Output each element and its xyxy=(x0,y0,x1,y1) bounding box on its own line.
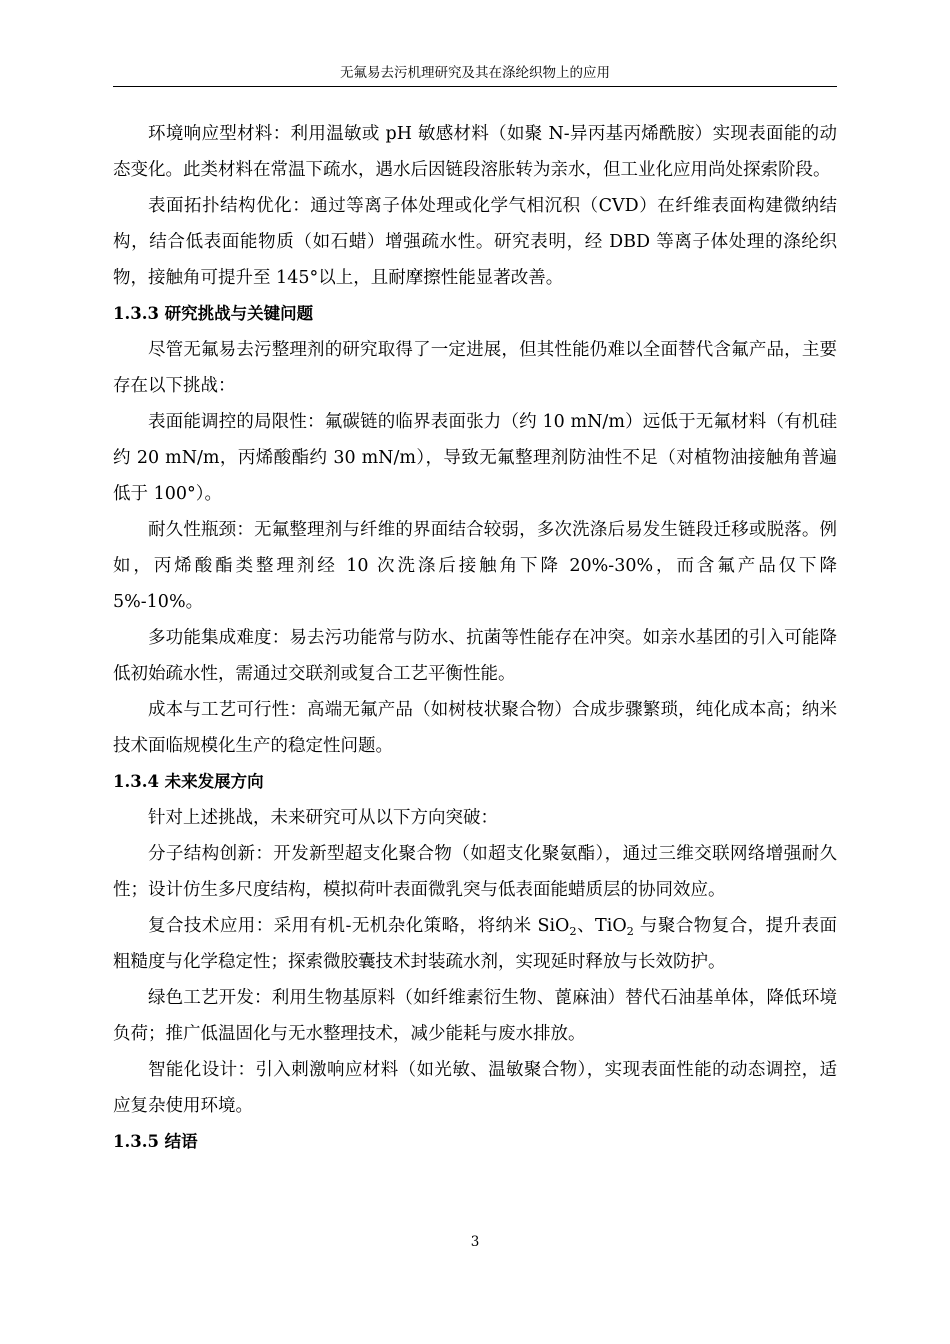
body-paragraph: 尽管无氟易去污整理剂的研究取得了一定进展，但其性能仍难以全面替代含氟产品，主要存在以下挑战： xyxy=(113,340,837,396)
section-heading: 1.3.3 研究挑战与关键问题 xyxy=(113,304,314,323)
running-header: 无氟易去污机理研究及其在涤纶织物上的应用 xyxy=(340,65,610,81)
body-paragraph: 耐久性瓶颈：无氟整理剂与纤维的界面结合较弱，多次洗涤后易发生链段迁移或脱落。例如，丙烯酸酯类整理剂经 10 次洗涤后接触角下降 20%-30%，而含氟产品仅下降 5%-10%。 xyxy=(113,520,837,612)
body-paragraph: 智能化设计：引入刺激响应材料（如光敏、温敏聚合物），实现表面性能的动态调控，适应复杂使用环境。 xyxy=(113,1060,837,1116)
page-number: 3 xyxy=(470,1234,480,1250)
body-paragraph xyxy=(113,908,837,980)
body-paragraph: 针对上述挑战，未来研究可从以下方向突破： xyxy=(148,808,498,828)
text-run: 复合技术应用：采用有机-无机杂化策略，将纳米 SiO xyxy=(148,916,570,936)
subscript: 2 xyxy=(569,923,577,938)
body-paragraph: 环境响应型材料：利用温敏或 pH 敏感材料（如聚 N-异丙基丙烯酰胺）实现表面能的动态变化。此类材料在常温下疏水，遇水后因链段溶胀转为亲水，但工业化应用尚处探索阶段。 xyxy=(113,124,837,180)
section-heading: 1.3.5 结语 xyxy=(113,1132,198,1151)
body-paragraph: 表面拓扑结构优化：通过等离子体处理或化学气相沉积（CVD）在纤维表面构建微纳结构，结合低表面能物质（如石蜡）增强疏水性。研究表明，经 DBD 等离子体处理的涤纶织物，接触角可提升至 145°以上，且耐摩擦性能显著改善。 xyxy=(113,196,837,288)
body-paragraph: 多功能集成难度：易去污功能常与防水、抗菌等性能存在冲突。如亲水基团的引入可能降低初始疏水性，需通过交联剂或复合工艺平衡性能。 xyxy=(113,628,837,684)
header-rule xyxy=(113,86,837,87)
subscript: 2 xyxy=(626,923,634,938)
section-heading: 1.3.4 未来发展方向 xyxy=(113,772,264,791)
body-paragraph: 绿色工艺开发：利用生物基原料（如纤维素衍生物、蓖麻油）替代石油基单体，降低环境负荷；推广低温固化与无水整理技术，减少能耗与废水排放。 xyxy=(113,988,837,1044)
text-run: 、TiO xyxy=(576,916,627,936)
page-body xyxy=(113,116,837,1160)
text-run: 与聚合物复合，提升表面粗糙度与化学稳定性；探索微胶囊技术封装疏水剂，实现延时释放与长效防护。 xyxy=(113,916,837,972)
body-paragraph: 表面能调控的局限性：氟碳链的临界表面张力（约 10 mN/m）远低于无氟材料（有机硅约 20 mN/m，丙烯酸酯约 30 mN/m），导致无氟整理剂防油性不足（对植物油接触角普遍低于 100°）。 xyxy=(113,412,837,504)
body-paragraph: 成本与工艺可行性：高端无氟产品（如树枝状聚合物）合成步骤繁琐，纯化成本高；纳米技术面临规模化生产的稳定性问题。 xyxy=(113,700,837,756)
body-paragraph: 分子结构创新：开发新型超支化聚合物（如超支化聚氨酯），通过三维交联网络增强耐久性；设计仿生多尺度结构，模拟荷叶表面微乳突与低表面能蜡质层的协同效应。 xyxy=(113,844,837,900)
